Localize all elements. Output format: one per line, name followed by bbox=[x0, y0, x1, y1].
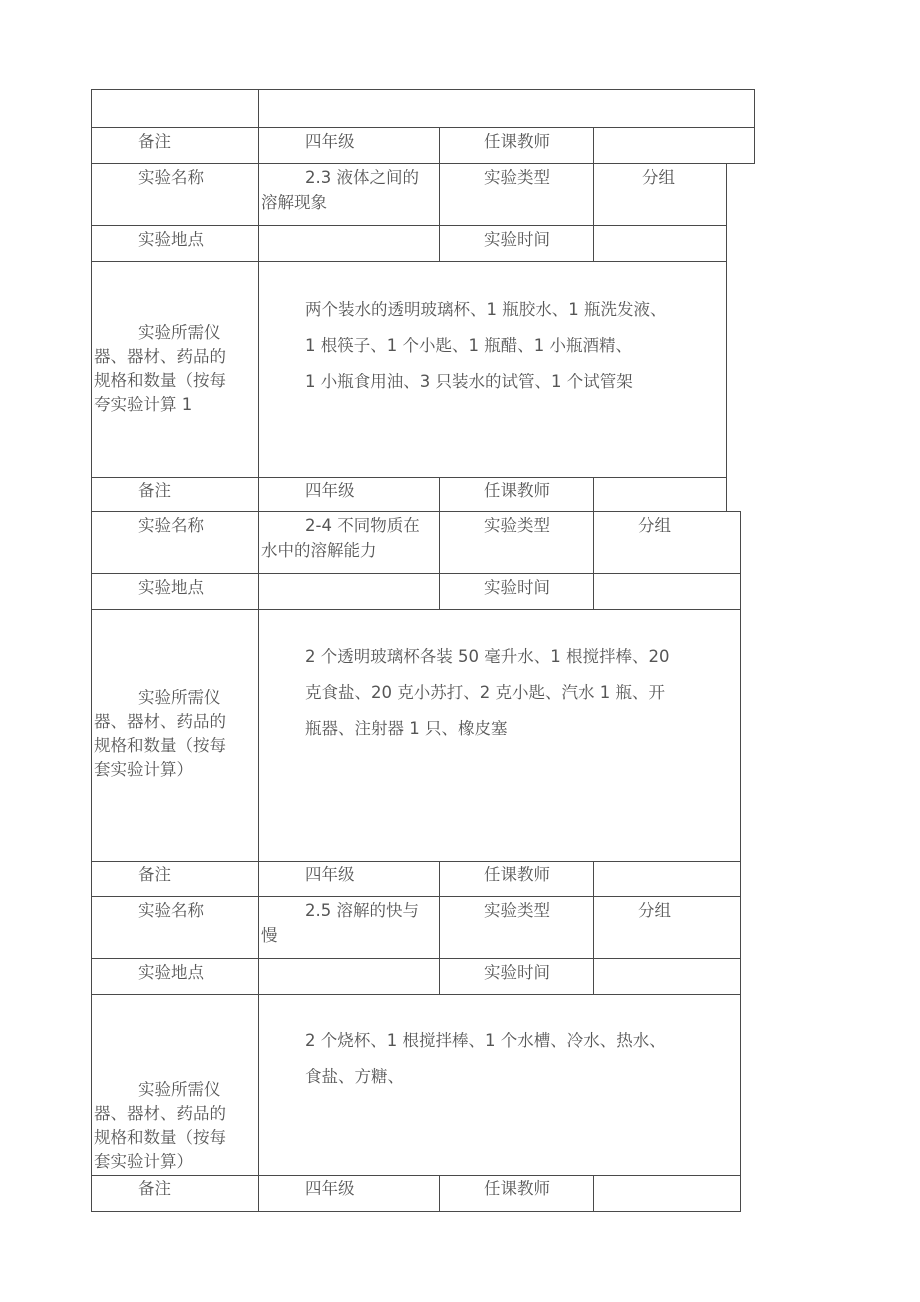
experiment-name-label-cell bbox=[91, 511, 259, 574]
equipment-label-line: 实验所需仪 bbox=[138, 323, 221, 342]
equipment-content-line: 2 个透明玻璃杯各装 50 毫升水、1 根搅拌棒、20 bbox=[305, 647, 670, 666]
experiment-type-value: 分组 bbox=[638, 901, 671, 920]
experiment-name-line2: 慢 bbox=[261, 926, 278, 945]
grade-value: 四年级 bbox=[305, 865, 355, 884]
teacher-value-cell bbox=[593, 127, 755, 164]
experiment-name-line1: 2.5 溶解的快与 bbox=[305, 901, 419, 920]
equipment-content-line: 两个装水的透明玻璃杯、1 瓶胶水、1 瓶洗发液、 bbox=[305, 300, 667, 319]
experiment-place-value-cell bbox=[258, 225, 440, 262]
equipment-label-line: 夸实验计算 1 bbox=[94, 395, 193, 414]
experiment-name-label: 实验名称 bbox=[138, 516, 204, 535]
remark-label-cell bbox=[91, 861, 259, 897]
equipment-label-line: 实验所需仪 bbox=[138, 688, 221, 707]
experiment-type-value-cell bbox=[593, 511, 741, 574]
experiment-type-label: 实验类型 bbox=[484, 168, 550, 187]
teacher-value-cell bbox=[593, 1175, 741, 1212]
experiment-type-label: 实验类型 bbox=[484, 516, 550, 535]
experiment-type-value-cell bbox=[593, 163, 727, 226]
remark-label-cell bbox=[91, 477, 259, 512]
equipment-label-line: 套实验计算） bbox=[94, 760, 193, 779]
experiment-time-label: 实验时间 bbox=[484, 578, 550, 597]
experiment-time-label-cell bbox=[439, 225, 594, 262]
experiment-place-label-cell bbox=[91, 958, 259, 995]
equipment-label-line: 实验所需仪 bbox=[138, 1080, 221, 1099]
remark-label-cell bbox=[91, 1175, 259, 1212]
equipment-content-cell bbox=[258, 609, 741, 862]
teacher-label-cell bbox=[439, 1175, 594, 1212]
experiment-type-label-cell bbox=[439, 163, 594, 226]
equipment-content-line: 2 个烧杯、1 根搅拌棒、1 个水槽、冷水、热水、 bbox=[305, 1031, 666, 1050]
experiment-time-value-cell bbox=[593, 958, 741, 995]
table-cell-empty-right bbox=[258, 89, 755, 128]
grade-value: 四年级 bbox=[305, 1179, 355, 1198]
equipment-content-line: 克食盐、20 克小苏打、2 克小匙、汽水 1 瓶、开 bbox=[305, 683, 665, 702]
teacher-label-cell bbox=[439, 477, 594, 512]
equipment-content-line: 瓶器、注射器 1 只、橡皮塞 bbox=[305, 719, 508, 738]
experiment-name-value-cell bbox=[258, 896, 440, 959]
experiment-name-line2: 水中的溶解能力 bbox=[261, 541, 377, 560]
experiment-place-label-cell bbox=[91, 225, 259, 262]
teacher-value-cell bbox=[593, 861, 741, 897]
experiment-type-value-cell bbox=[593, 896, 741, 959]
equipment-content-line: 食盐、方糖、 bbox=[305, 1067, 404, 1086]
experiment-time-label: 实验时间 bbox=[484, 230, 550, 249]
teacher-label-cell bbox=[439, 861, 594, 897]
experiment-place-value-cell bbox=[258, 573, 440, 610]
experiment-place-label: 实验地点 bbox=[138, 963, 204, 982]
equipment-label-line: 套实验计算） bbox=[94, 1152, 193, 1171]
experiment-type-label: 实验类型 bbox=[484, 901, 550, 920]
experiment-name-line1: 2.3 液体之间的 bbox=[305, 168, 419, 187]
equipment-content-line: 1 根筷子、1 个小匙、1 瓶醋、1 小瓶酒精、 bbox=[305, 336, 632, 355]
experiment-name-label: 实验名称 bbox=[138, 901, 204, 920]
grade-cell bbox=[258, 1175, 440, 1212]
experiment-name-line1: 2-4 不同物质在 bbox=[305, 516, 420, 535]
experiment-time-label: 实验时间 bbox=[484, 963, 550, 982]
equipment-content-line: 1 小瓶食用油、3 只装水的试管、1 个试管架 bbox=[305, 372, 633, 391]
experiment-place-label: 实验地点 bbox=[138, 578, 204, 597]
experiment-name-value-cell bbox=[258, 163, 440, 226]
experiment-name-label: 实验名称 bbox=[138, 168, 204, 187]
experiment-time-label-cell bbox=[439, 958, 594, 995]
experiment-place-label-cell bbox=[91, 573, 259, 610]
equipment-label-cell bbox=[91, 994, 259, 1176]
equipment-content-cell bbox=[258, 261, 727, 478]
teacher-label: 任课教师 bbox=[484, 132, 550, 151]
remark-label: 备注 bbox=[138, 865, 171, 884]
experiment-place-label: 实验地点 bbox=[138, 230, 204, 249]
equipment-label-line: 规格和数量（按每 bbox=[94, 371, 226, 390]
experiment-type-label-cell bbox=[439, 511, 594, 574]
experiment-time-label-cell bbox=[439, 573, 594, 610]
grade-cell bbox=[258, 861, 440, 897]
experiment-name-label-cell bbox=[91, 163, 259, 226]
teacher-label: 任课教师 bbox=[484, 865, 550, 884]
equipment-content-cell bbox=[258, 994, 741, 1176]
grade-cell bbox=[258, 477, 440, 512]
equipment-label-line: 器、器材、药品的 bbox=[94, 712, 226, 731]
table-cell-empty-left bbox=[91, 89, 259, 128]
experiment-type-label-cell bbox=[439, 896, 594, 959]
experiment-time-value-cell bbox=[593, 225, 727, 262]
experiment-name-label-cell bbox=[91, 896, 259, 959]
grade-value: 四年级 bbox=[305, 132, 355, 151]
experiment-type-value: 分组 bbox=[642, 168, 675, 187]
remark-label: 备注 bbox=[138, 481, 171, 500]
equipment-label-line: 器、器材、药品的 bbox=[94, 1104, 226, 1123]
experiment-place-value-cell bbox=[258, 958, 440, 995]
teacher-label: 任课教师 bbox=[484, 481, 550, 500]
equipment-label-cell bbox=[91, 609, 259, 862]
teacher-value-cell bbox=[593, 477, 727, 512]
remark-label: 备注 bbox=[138, 1179, 171, 1198]
remark-label: 备注 bbox=[138, 132, 171, 151]
equipment-label-line: 规格和数量（按每 bbox=[94, 1128, 226, 1147]
equipment-label-cell bbox=[91, 261, 259, 478]
remark-label-cell bbox=[91, 127, 259, 164]
teacher-label-cell bbox=[439, 127, 594, 164]
experiment-type-value: 分组 bbox=[638, 516, 671, 535]
grade-cell bbox=[258, 127, 440, 164]
experiment-time-value-cell bbox=[593, 573, 741, 610]
experiment-name-value-cell bbox=[258, 511, 440, 574]
equipment-label-line: 器、器材、药品的 bbox=[94, 347, 226, 366]
experiment-name-line2: 溶解现象 bbox=[261, 193, 327, 212]
teacher-label: 任课教师 bbox=[484, 1179, 550, 1198]
equipment-label-line: 规格和数量（按每 bbox=[94, 736, 226, 755]
grade-value: 四年级 bbox=[305, 481, 355, 500]
